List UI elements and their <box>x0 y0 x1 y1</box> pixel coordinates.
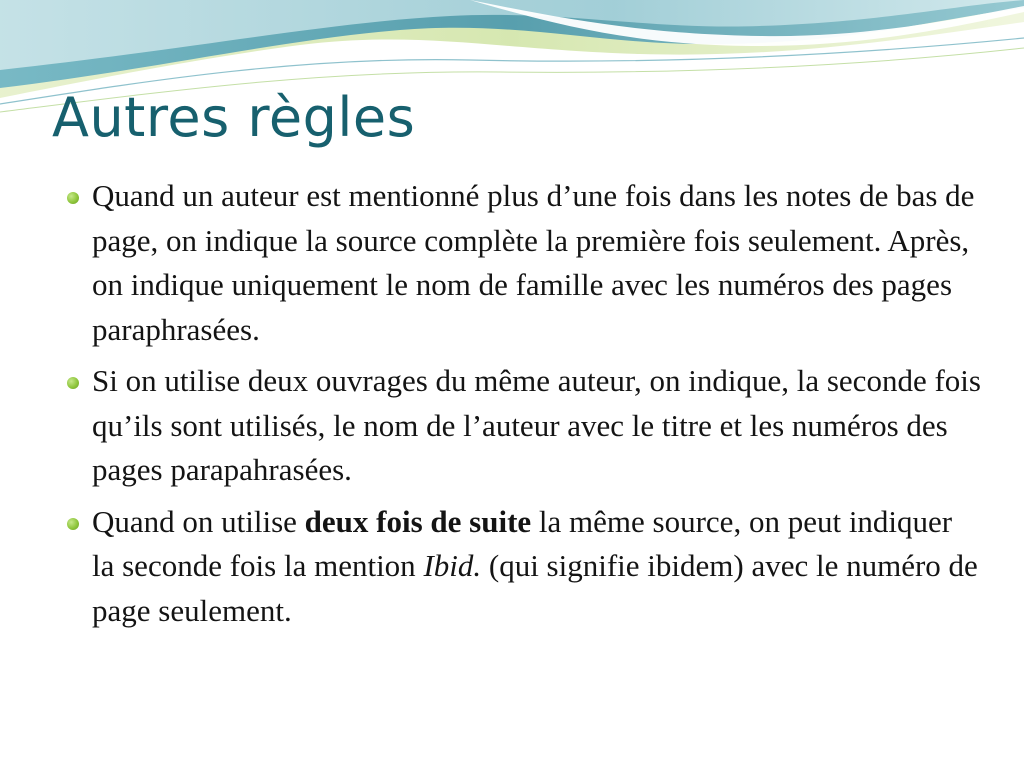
green-dot-icon <box>67 518 79 530</box>
bullet-text-3-italic: Ibid. <box>423 548 482 583</box>
bullet-text-3-part3: (qui signifie ibidem) avec le numéro de page seulement. <box>92 548 978 628</box>
bullet-text-3-bold: deux fois de suite <box>304 503 532 539</box>
bullet-list <box>92 174 982 640</box>
green-dot-icon <box>67 377 79 389</box>
bullet-text-3-part2: la même source, on peut indiquer la seconde fois la mention <box>92 503 953 583</box>
bullet-item-1 <box>92 174 982 352</box>
bullet-text-2: Si on utilise deux ouvrages du même auteur, on indique, la seconde fois qu’ils sont utilisés, le nom de l’auteur avec le titre et les numéros des pages parapahrasées. <box>92 363 981 487</box>
green-dot-icon <box>67 192 79 204</box>
bullet-text-1: Quand un auteur est mentionné plus d’une fois dans les notes de bas de page, on indique la source complète la première fois seulement. Après, on indique uniquement le nom de famille avec les numéros des pages paraphrasées. <box>92 178 975 347</box>
bullet-item-2 <box>92 359 982 493</box>
slide-title: Autres règles <box>52 86 416 149</box>
bullet-text-3-part1: Quand on utilise <box>92 503 305 539</box>
bullet-item-3 <box>92 500 982 634</box>
